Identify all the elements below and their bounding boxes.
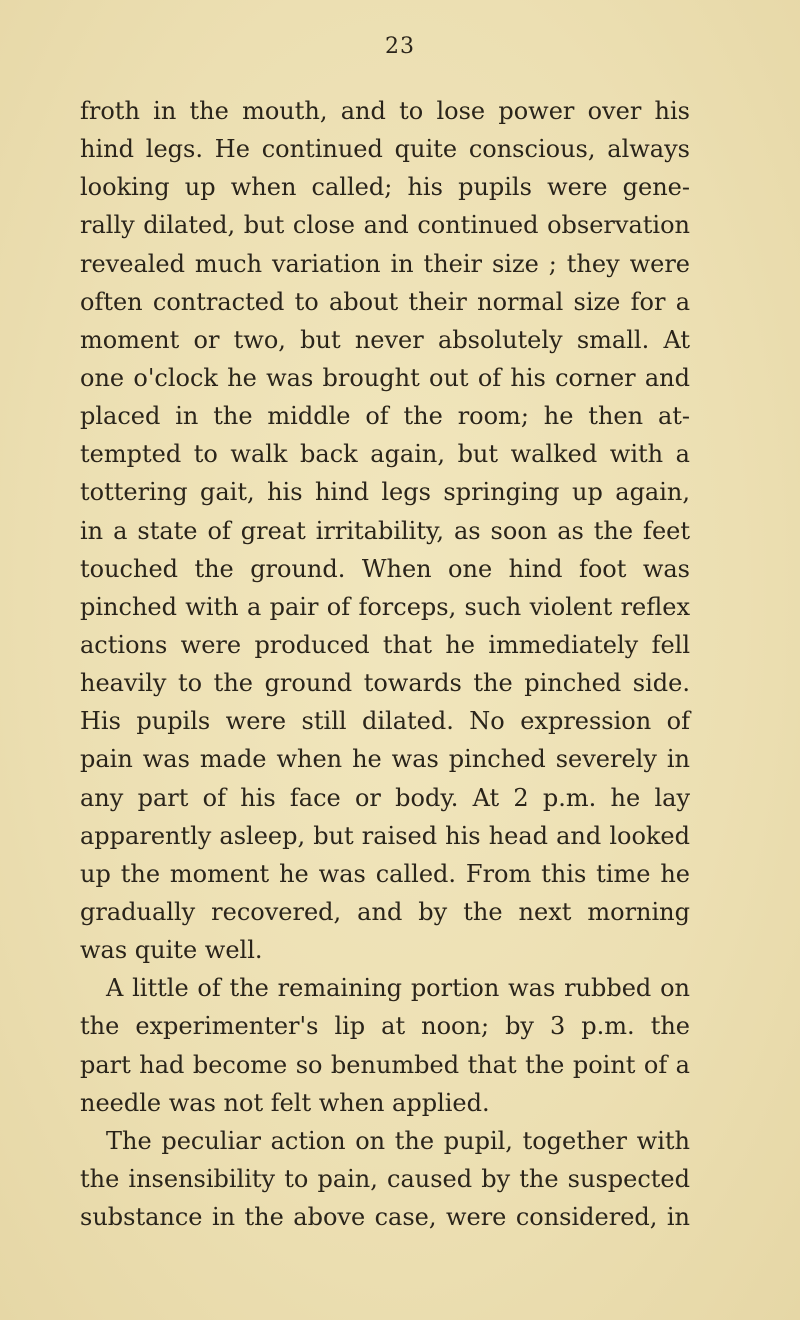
text-line: looking up when called; his pupils were gene- [80,173,690,202]
text-line: rally dilated, but close and continued observation [80,211,690,240]
text-line: gradually recovered, and by the next morning [80,897,690,926]
text-line: His pupils were still dilated. No expression of [80,707,690,736]
text-line: pinched with a pair of forceps, such violent reflex [80,592,690,621]
text-line: placed in the middle of the room; he then at- [80,402,690,431]
text-line: in a state of great irritability, as soon as the feet [80,516,690,545]
text-line: The peculiar action on the pupil, together with [106,1126,690,1155]
text-line: moment or two, but never absolutely small. At [80,325,690,354]
text-line: substance in the above case, were considered, in [80,1203,690,1232]
text-line: one o'clock he was brought out of his corner and [80,363,690,392]
text-line: often contracted to about their normal size for a [80,287,690,316]
text-line: needle was not felt when applied. [80,1088,490,1117]
text-line: any part of his face or body. At 2 p.m. he lay [80,783,690,812]
text-line: heavily to the ground towards the pinched side. [80,669,690,698]
body-text [80,92,690,1236]
text-line: froth in the mouth, and to lose power over his [80,97,690,125]
text-line: tempted to walk back again, but walked with a [80,440,690,469]
text-line: A little of the remaining portion was rubbed on [106,974,690,1003]
text-line: actions were produced that he immediately fell [80,630,690,659]
text-line: part had become so benumbed that the point of a [80,1050,690,1079]
text-line: hind legs. He continued quite conscious, always [80,135,690,164]
text-line: was quite well. [80,936,263,965]
text-line: up the moment he was called. From this time he [80,859,690,888]
page-number: 23 [385,34,415,59]
text-line: revealed much variation in their size ; they were [80,249,690,278]
text-line: tottering gait, his hind legs springing up again, [80,478,690,507]
text-line: the insensibility to pain, caused by the suspected [80,1164,690,1193]
text-line: pain was made when he was pinched severely in [80,745,690,774]
text-line: apparently asleep, but raised his head and looked [80,821,690,850]
text-line: the experimenter's lip at noon; by 3 p.m. the [80,1012,690,1041]
text-line: touched the ground. When one hind foot was [80,554,690,583]
